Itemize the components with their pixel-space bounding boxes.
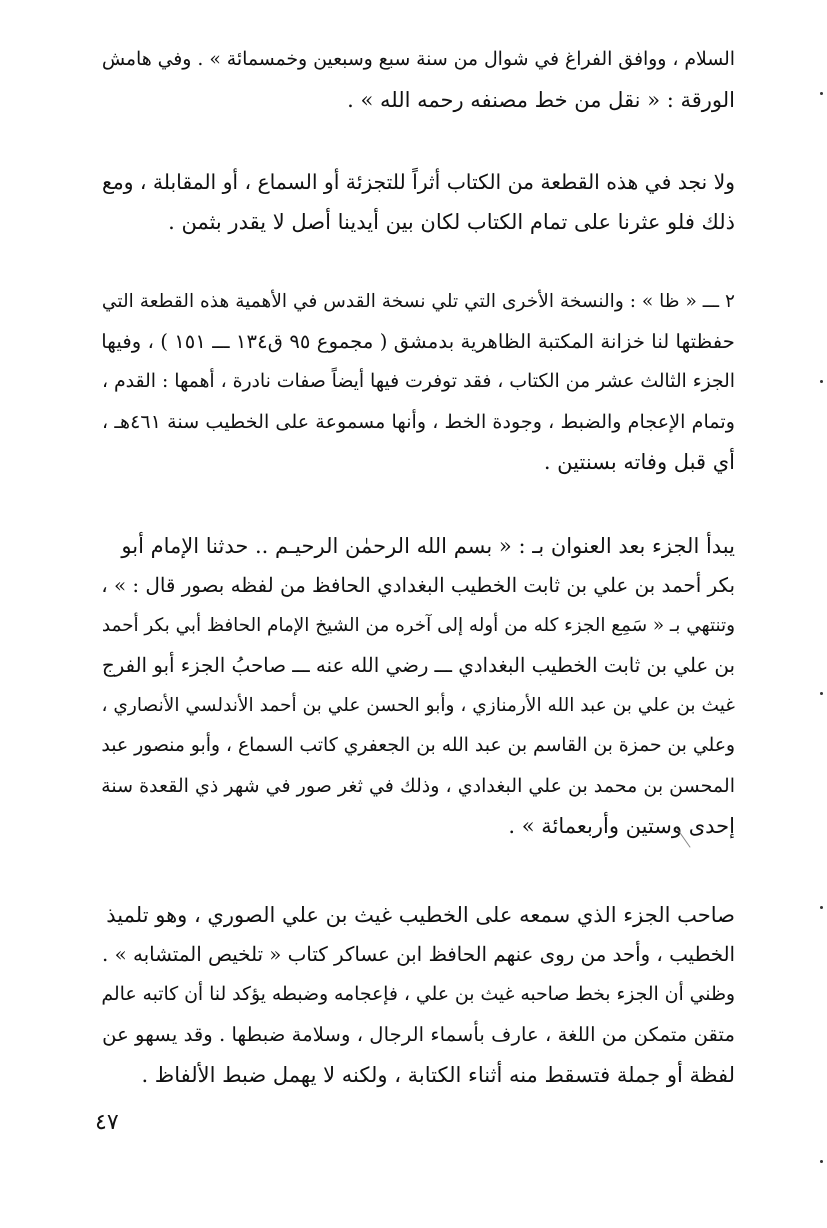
text-line: ذلك فلو عثرنا على تمام الكتاب لكان بين أيدينا أصل لا يقدر بثمن . [168, 210, 735, 234]
text-line: وتمام الإعجام والضبط ، وجودة الخط ، وأنها مسموعة على الخطيب سنة ٤٦١هـ ، [102, 410, 735, 433]
scan-speck [820, 92, 823, 95]
scan-speck [820, 1160, 823, 1163]
text-line: ولا نجد في هذه القطعة من الكتاب أثراً للتجزئة أو السماع ، أو المقابلة ، ومع [101, 170, 735, 194]
scan-speck [820, 380, 823, 383]
paragraph-zahiriyya-copy [95, 282, 735, 482]
text-line: إحدى وستين وأربعمائة » . [508, 814, 735, 838]
paragraph-part-owner [95, 895, 735, 1095]
text-line: بن علي بن ثابت الخطيب البغدادي ـــ رضي الله عنه ـــ صاحبُ الجزء أبو الفرج [101, 654, 735, 677]
text-line: صاحب الجزء الذي سمعه على الخطيب غيث بن علي الصوري ، وهو تلميذ [106, 903, 735, 927]
page-number: ٤٧ [95, 1110, 119, 1135]
text-line: المحسن بن محمد بن علي البغدادي ، وذلك في ثغر صور في شهر ذي القعدة سنة [101, 775, 735, 797]
text-line: وظني أن الجزء بخط صاحبه غيث بن علي ، فإعجامه وضبطه يؤكد لنا أن كاتبه عالم [101, 984, 735, 1005]
text-line: متقن متمكن من اللغة ، عارف بأسماء الرجال ، وسلامة ضبطها . وقد يسهو عن [102, 1023, 735, 1046]
scan-speck [820, 692, 823, 695]
text-line: غيث بن علي بن عبد الله الأرمنازي ، وأبو الحسن علي بن أحمد الأندلسي الأنصاري ، [101, 695, 735, 716]
text-line: الجزء الثالث عشر من الكتاب ، فقد توفرت فيها أيضاً صفات نادرة ، أهمها : القدم ، [102, 371, 735, 392]
text-line: الخطيب ، وأحد من روى عنهم الحافظ ابن عساكر كتاب « تلخيص المتشابه » . [102, 943, 735, 966]
text-line: يبدأ الجزء بعد العنوان بـ : « بسم الله الرحمٰن الرحيـم .. حدثنا الإمام أبو [121, 534, 735, 558]
text-line: أي قبل وفاته بسنتين . [543, 450, 735, 474]
text-line: السلام ، ووافق الفراغ في شوال من سنة سبع وسبعين وخمسمائة » . وفي هامش [101, 49, 735, 70]
text-line: وتنتهي بـ « سَمِع الجزء كله من أوله إلى آخره من الشيخ الإمام الحافظ أبي بكر أحمد [101, 615, 735, 636]
paragraph-part-opening [95, 526, 735, 846]
text-line: وعلي بن حمزة بن القاسم بن عبد الله بن الجعفري كاتب السماع ، وأبو منصور عبد [101, 735, 735, 756]
scan-speck [820, 906, 823, 909]
text-line: حفظتها لنا خزانة المكتبة الظاهرية بدمشق ( مجموع ٩٥ ق١٣٤ ـــ ١٥١ ) ، وفيها [101, 330, 735, 353]
paragraph-no-sama [95, 162, 735, 242]
text-line: بكر أحمد بن علي بن ثابت الخطيب البغدادي الحافظ من لفظه بصور قال : » ، [101, 574, 735, 597]
text-line: ٢ ـــ « ظا » : والنسخة الأخرى التي تلي نسخة القدس في الأهمية هذه القطعة التي [101, 291, 735, 312]
paragraph-colophon [95, 40, 735, 120]
text-line: لفظة أو جملة فتسقط منه أثناء الكتابة ، ولكنه لا يهمل ضبط الألفاظ . [141, 1063, 735, 1087]
text-line: الورقة : « نقل من خط مصنفه رحمه الله » . [347, 88, 735, 112]
